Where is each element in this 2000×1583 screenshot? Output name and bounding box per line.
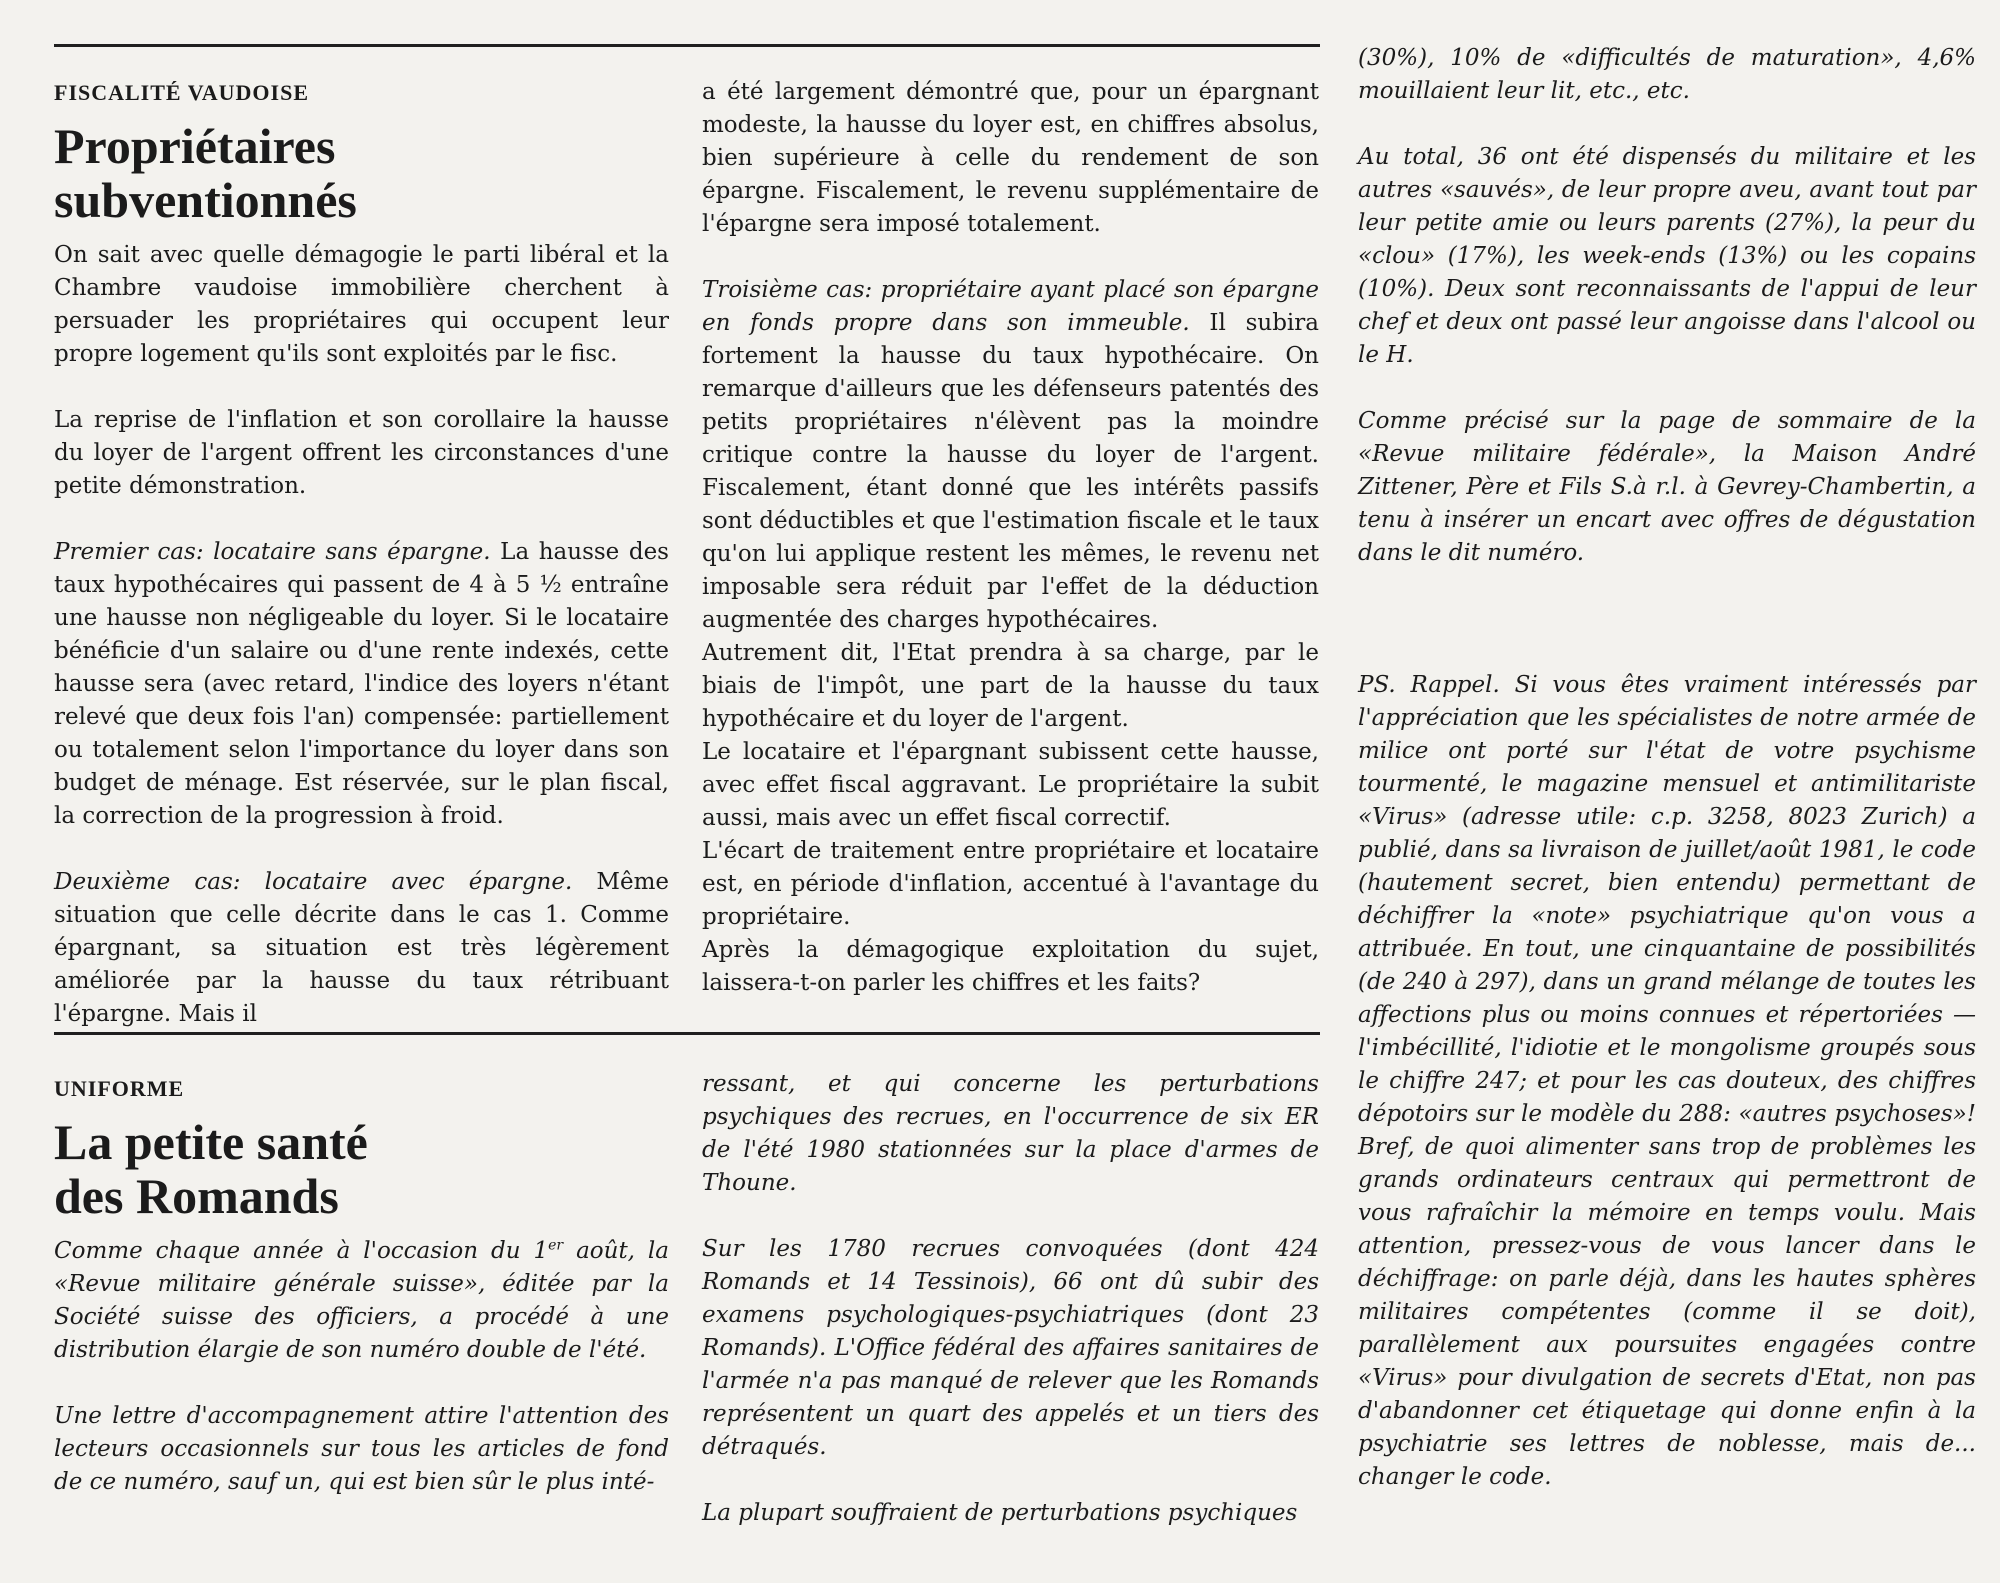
article1-case1-text: La hausse des taux hypothécaires qui passent de 4 à 5 ½ entraîne une hausse non négligeable du loyer. Si le locataire bénéficie d'un salaire ou d'une rente indexés, cette hausse sera (avec retard, l'indice des loyers n'étant relevé que deux fois l'an) compensée: partiellement ou totalement selon l'importance du loyer dans son budget de ménage. Est réservée, sur le plan fiscal, la correction de la progression à froid. — [54, 539, 669, 829]
article1-col2-paragraph3: Autrement dit, l'Etat prendra à sa charge, par le biais de l'impôt, une part de la hausse du taux hypothécaire et du loyer de l'argent. — [702, 640, 1319, 732]
article1-col2-paragraph2 — [702, 274, 1319, 637]
article2-paragraph1-superscript: er — [548, 1237, 564, 1254]
article1-headline — [54, 119, 669, 227]
article2-column2 — [702, 1068, 1319, 1530]
article1-case1-lead: Premier cas: locataire sans épargne. — [54, 539, 491, 565]
article2-col3-paragraph3: Comme précisé sur la page de sommaire de la «Revue militaire fédérale», la Maison André Zittener, Père et Fils S.à r.l. à Gevrey-Chambertin, a tenu à insérer un encart avec offres de dégustation dans le dit numéro. — [1358, 408, 1976, 566]
article2-headline-line1: La petite santé — [54, 1114, 368, 1170]
article2-paragraph2: Une lettre d'accompagnement attire l'attention des lecteurs occasionnels sur tous les articles de fond de ce numéro, sauf un, qui est bien sûr le plus inté- — [54, 1403, 669, 1495]
article1-paragraph2: La reprise de l'inflation et son corollaire la hausse du loyer de l'argent offrent les circonstances d'une petite démonstration. — [54, 407, 669, 499]
article2-col3-paragraph2: Au total, 36 ont été dispensés du militaire et les autres «sauvés», de leur propre aveu, avant tout par leur petite amie ou leurs parents (27%), la peur du «clou» (17%), les week-ends (13%) ou les copains (10%). Deux sont reconnaissants de l'appui de leur chef et deux ont passé leur angoisse dans l'alcool ou le H. — [1358, 144, 1976, 368]
section-divider-rule — [54, 1032, 1320, 1035]
top-rule — [54, 44, 1320, 47]
article2-paragraph1-start: Comme chaque année à l'occasion du 1 — [54, 1238, 549, 1264]
article2-paragraph1 — [54, 1235, 669, 1367]
article1-column1 — [54, 76, 669, 1031]
article2-col2-paragraph2: Sur les 1780 recrues convoquées (dont 424 Romands et 14 Tessinois), 66 ont dû subir des examens psychologiques-psychiatriques (dont 23 Romands). L'Office fédéral des affaires sanitaires de l'armée n'a pas manqué de relever que les Romands représentent un quart des appelés et un tiers des détraqués. — [702, 1236, 1319, 1460]
article2-headline-line2: des Romands — [54, 1168, 339, 1224]
article2-col3-paragraph1: (30%), 10% de «difficultés de maturation», 4,6% mouillaient leur lit, etc., etc. — [1358, 45, 1976, 104]
article1-paragraph3 — [54, 536, 669, 833]
article1-col2-paragraph4: Le locataire et l'épargnant subissent cette hausse, avec effet fiscal aggravant. Le propriétaire la subit aussi, mais avec un effet fiscal correctif. — [702, 739, 1319, 831]
article2-headline — [54, 1115, 669, 1223]
article2-col3-paragraph4: PS. Rappel. Si vous êtes vraiment intéressés par l'appréciation que les spécialistes de notre armée de milice ont porté sur l'état de votre psychisme tourmenté, le magazine mensuel et antimilitariste «Virus» (adresse utile: c.p. 3258, 8023 Zurich) a publié, dans sa livraison de juillet/août 1981, le code (hautement secret, bien entendu) permettant de déchiffrer la «note» psychiatrique qu'on vous a attribuée. En tout, une cinquantaine de possibilités (de 240 à 297), dans un grand mélange de toutes les affections plus ou moins connues et répertoriées — l'imbécillité, l'idiotie et le mongolisme groupés sous le chiffre 247; et pour les cas douteux, des chiffres dépotoirs sur le modèle du 288: «autres psychoses»! Bref, de quoi alimenter sans trop de problèmes les grands ordinateurs centraux qui permettront de vous rafraîchir la mémoire en temps voulu. Mais attention, pressez-vous de vous lancer dans le déchiffrage: on parle déjà, dans les hautes sphères militaires compétentes (comme il se doit), parallèlement aux poursuites engagées contre «Virus» pour divulgation de secrets d'Etat, non pas d'abandonner cet étiquetage qui donne enfin à la psychiatrie ses lettres de noblesse, mais de... changer le code. — [1358, 672, 1976, 1490]
article1-col2-paragraph1: a été largement démontré que, pour un épargnant modeste, la hausse du loyer est, en chiffres absolus, bien supérieure à celle du rendement de son épargne. Fiscalement, le revenu supplémentaire de l'épargne sera imposé totalement. — [702, 79, 1319, 237]
article2-paragraph1-end: août, la «Revue militaire générale suisse», éditée par la Société suisse des officiers, a procédé à une distribution élargie de son numéro double de l'été. — [54, 1238, 669, 1363]
article1-col2-paragraph6: Après la démagogique exploitation du sujet, laissera-t-on parler les chiffres et les faits? — [702, 937, 1319, 996]
article1-kicker: FISCALITÉ VAUDOISE — [54, 80, 309, 105]
article1-column2 — [702, 76, 1319, 1000]
article1-headline-line2: subventionnés — [54, 172, 357, 228]
article1-case2-text: Même situation que celle décrite dans le cas 1. Comme épargnant, sa situation est très légèrement améliorée par la hausse du taux rétribuant l'épargne. Mais il — [54, 869, 669, 1027]
article2-kicker: UNIFORME — [54, 1076, 185, 1101]
article1-case3-lead: Troisième cas: propriétaire ayant placé son épargne en fonds propre dans son immeuble. — [702, 277, 1319, 336]
article1-paragraph1: On sait avec quelle démagogie le parti libéral et la Chambre vaudoise immobilière cherchent à persuader les propriétaires qui occupent leur propre logement qu'ils sont exploités par le fisc. — [54, 242, 669, 367]
article2-col2-paragraph3: La plupart souffraient de perturbations psychiques — [702, 1500, 1298, 1526]
article2-column1 — [54, 1072, 669, 1499]
article1-col2-paragraph5: L'écart de traitement entre propriétaire et locataire est, en période d'inflation, accentué à l'avantage du propriétaire. — [702, 838, 1319, 930]
article1-case2-lead: Deuxième cas: locataire avec épargne. — [54, 869, 573, 895]
article1-headline-line1: Propriétaires — [54, 118, 336, 174]
article1-case3-text: Il subira fortement la hausse du taux hypothécaire. On remarque d'ailleurs que les défenseurs patentés des petits propriétaires n'élèvent pas la moindre critique contre la hausse du loyer de l'argent. Fiscalement, étant donné que les intérêts passifs sont déductibles et que l'estimation fiscale et le taux qu'on lui applique restent les mêmes, le revenu net imposable sera réduit par l'effet de la déduction augmentée des charges hypothécaires. — [702, 310, 1319, 633]
article2-col2-paragraph1: ressant, et qui concerne les perturbations psychiques des recrues, en l'occurrence de six ER de l'été 1980 stationnées sur la place d'armes de Thoune. — [702, 1071, 1319, 1196]
article1-paragraph4 — [54, 866, 669, 1031]
article2-column3 — [1358, 42, 1976, 1494]
